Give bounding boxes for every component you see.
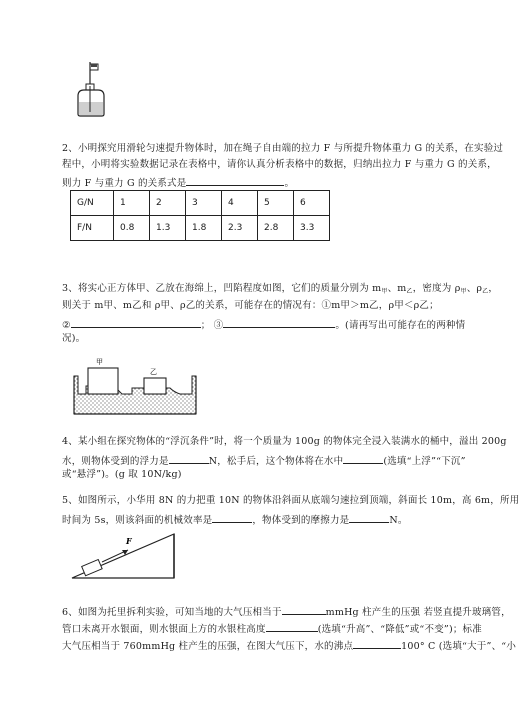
q5-answer-blank-1[interactable] [212,513,252,523]
label-jia: 甲 [96,358,103,366]
table-row [71,191,330,216]
q6-text: 100° C (选填“大于”、“小 [401,641,517,652]
q5-text: ，物体受到的摩擦力是 [252,515,350,526]
q2-line-3-end: 。 [284,178,295,189]
q6-text: 管口未离开水银面，则水银面上方的水银柱高度 [62,624,266,635]
table-cell: 2.8 [258,216,294,241]
q3-answer-blank-3[interactable] [223,318,335,328]
table-cell: 5 [258,191,294,216]
table-cell: 4 [222,191,258,216]
q3-text: ，密度为 ρ [412,283,461,294]
q3-text: ； ③ [200,320,224,331]
q3-sub: 乙 [482,288,489,295]
q6-line-1 [62,605,511,618]
q5-answer-blank-2[interactable] [349,513,389,523]
q4-text: (选填“上浮”“下沉” [383,456,466,467]
q5-text: 时间为 5s，则该斜面的机械效率是 [62,515,213,526]
q6-line-2 [62,622,482,635]
q5-line-1: 5、如图所示，小华用 8N 的力把重 10N 的物体沿斜面从底端匀速拉到顶端，斜面长 10m，高 6m，所用 [62,495,519,506]
q2-line-3 [62,176,294,189]
q2-data-table [70,190,330,241]
q3-text: 3、将实心正方体甲、乙放在海绵上，凹陷程度如图，它们的质量分别为 m [62,283,382,294]
q2-line-1: 2、小明探究用滑轮匀速提升物体时，加在绳子自由端的拉力 F 与所提升物体重力 G 的关系，在实验过 [62,143,504,154]
table-cell: 0.8 [114,216,150,241]
q3-line-1 [62,284,498,295]
q3-text: ② [62,320,71,331]
table-cell: 2 [150,191,186,216]
table-cell: 6 [294,191,330,216]
bottle-figure [72,58,112,118]
q4-line-2 [62,454,466,467]
table-cell: 2.3 [222,216,258,241]
q3-line-3 [62,318,465,331]
q5-text: N。 [389,515,408,526]
force-label: F [126,536,132,546]
table-cell: 1.8 [186,216,222,241]
q4-line-1: 4、某小组在探究物体的“浮沉条件”时，将一个质量为 100g 的物体完全浸入装满水的桶中，溢出 200g [62,436,507,447]
q6-answer-blank-3[interactable] [353,639,401,649]
label-yi: 乙 [150,368,157,376]
table-cell: 1 [114,191,150,216]
q2-line-2: 程中，小明将实验数据记录在表格中，请你认真分析表格中的数据，归纳出拉力 F 与重力 G 的关系， [62,159,497,170]
table-cell: 1.3 [150,216,186,241]
table-row [71,216,330,241]
q3-text: 、ρ [466,283,483,294]
table-cell: 3.3 [294,216,330,241]
q2-answer-blank[interactable] [186,176,284,186]
q3-answer-blank-2[interactable] [71,318,201,328]
q4-answer-blank-1[interactable] [169,454,209,464]
q3-text: ， [488,283,499,294]
q6-text: 大气压相当于 760mmHg 柱产生的压强，在图大气压下，水的沸点 [62,641,354,652]
q5-line-2 [62,513,408,526]
q3-line-4: 况)。 [62,333,86,344]
table-header-cell: F/N [71,216,114,241]
q3-text: 、m [387,283,407,294]
q6-text: mmHg 柱产生的压强 若竖直提升玻璃管， [325,607,511,618]
q4-line-3: 或“悬浮”)。(g 取 10N/kg) [62,469,182,480]
q2-line-3-text: 则力 F 与重力 G 的关系式是 [62,178,187,189]
q4-text: N，松手后，这个物体将在水中 [208,456,344,467]
q3-text: 。(请再写出可能存在的两种情 [335,320,466,331]
sponge-figure [70,356,200,418]
q6-answer-blank-2[interactable] [266,622,318,632]
q4-text: 水，则物体受到的浮力是 [62,456,169,467]
q6-answer-blank-1[interactable] [282,605,326,615]
q6-line-3 [62,639,516,652]
table-header-cell: G/N [71,191,114,216]
q3-sub: 甲 [381,288,388,295]
q6-text: 6、如图为托里拆利实验，可知当地的大气压相当于 [62,607,282,618]
q3-line-2: 则关于 m甲、m乙和 ρ甲、ρ乙的关系，可能存在的情况有：①m甲＞m乙，ρ甲＜ρ乙； [62,300,439,311]
q6-text: (选填“升高”、“降低”或“不变”)；标准 [317,624,482,635]
q4-answer-blank-2[interactable] [343,454,383,464]
table-cell: 3 [186,191,222,216]
incline-figure [70,532,180,582]
q3-sub: 甲 [460,288,467,295]
q3-sub: 乙 [406,288,413,295]
